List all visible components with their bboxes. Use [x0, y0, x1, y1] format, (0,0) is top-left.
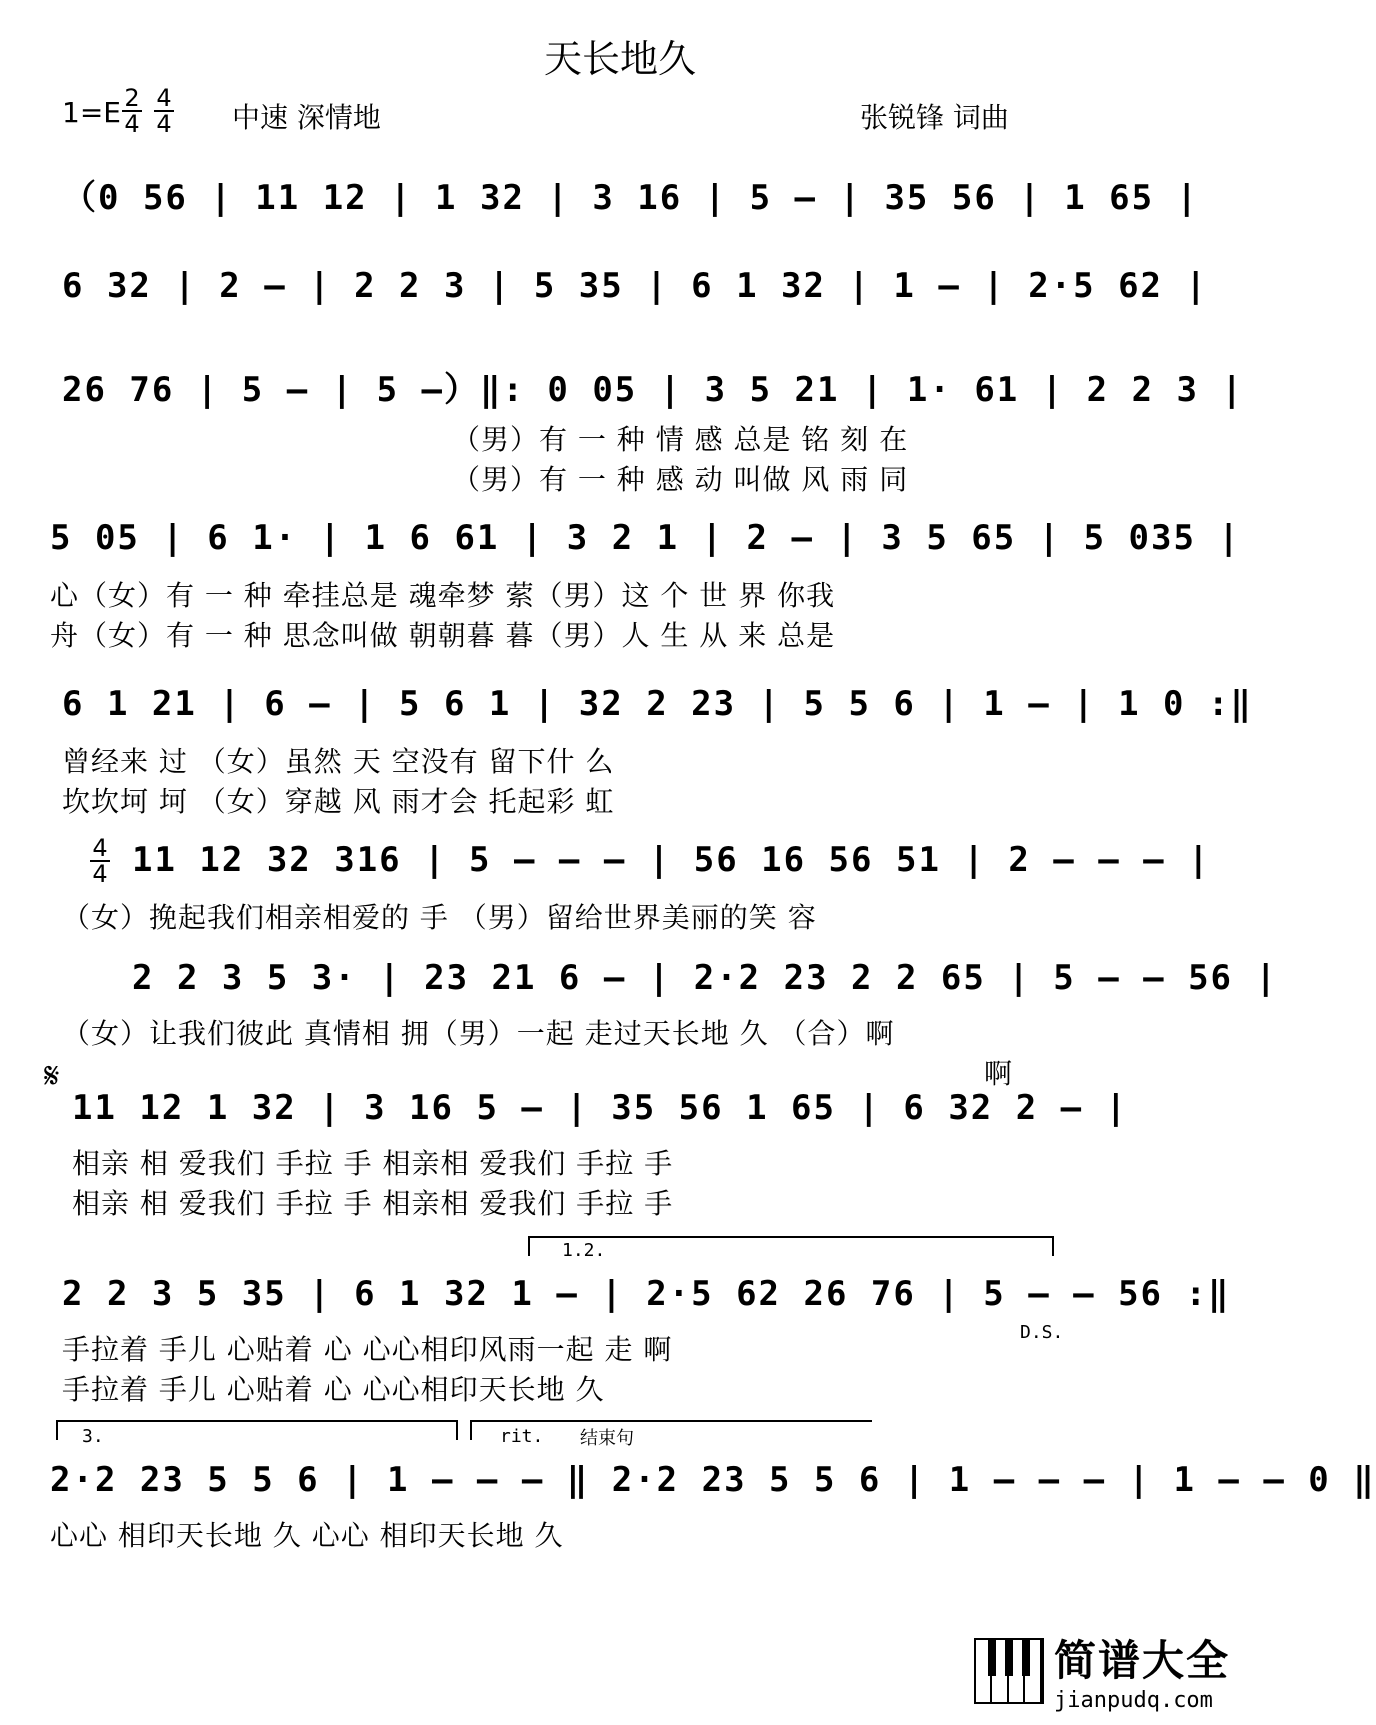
lyrics-row-8-verse-2: 相亲 相 爱我们 手拉 手 相亲相 爱我们 手拉 手: [72, 1187, 674, 1220]
notation-row-7: 2 2 3 5 3· | 23 21 6 – | 2·2 23 2 2 65 | 5 – – 56 |: [132, 958, 1278, 998]
lyrics-row-6: （女）挽起我们相亲相爱的 手 （男）留给世界美丽的笑 容: [62, 901, 817, 934]
notation-row-2: 6 32 | 2 – | 2 2 3 | 5 35 | 6 1 32 | 1 – | 2·5 62 |: [62, 266, 1208, 306]
volta-bracket-3-start: [56, 1420, 58, 1440]
lyrics-row-7-extra: 啊: [984, 1057, 1014, 1090]
tempo-marking: 中速 深情地: [232, 101, 381, 134]
piano-keys-icon: [974, 1638, 1044, 1704]
volta-bracket-3: [56, 1420, 458, 1422]
volta-bracket-1-2-start: [528, 1236, 530, 1256]
notation-row-5: 6 1 21 | 6 – | 5 6 1 | 32 2 23 | 5 5 6 | 1 – | 1 0 :‖: [62, 684, 1253, 724]
lyrics-row-9-verse-2: 手拉着 手儿 心贴着 心 心心相印天长地 久: [62, 1373, 605, 1406]
time-sig-4-4: $\frac{4}{4}$: [154, 86, 174, 136]
volta-bracket-1-2: [528, 1236, 1054, 1238]
volta-label-1-2: 1.2.: [562, 1240, 606, 1261]
notation-row-9: 2 2 3 5 35 | 6 1 32 1 – | 2·5 62 26 76 | 5 – – 56 :‖: [62, 1274, 1231, 1314]
lyrics-row-3-verse-1: （男）有 一 种 情 感 总是 铭 刻 在: [452, 423, 909, 456]
lyrics-row-4-verse-2: 舟（女）有 一 种 思念叫做 朝朝暮 暮（男）人 生 从 来 总是: [50, 619, 836, 652]
notation-row-3: 26 76 | 5 – | 5 –）‖: 0 05 | 3 5 21 | 1· 61 | 2 2 3 |: [62, 370, 1244, 410]
notation-row-4: 5 05 | 6 1· | 1 6 61 | 3 2 1 | 2 – | 3 5 65 | 5 035 |: [50, 518, 1241, 558]
volta-label-3: 3.: [82, 1426, 104, 1447]
segno-icon: 𝄋: [44, 1056, 60, 1097]
lyrics-row-10: 心心 相印天长地 久 心心 相印天长地 久: [50, 1519, 564, 1552]
volta-bracket-3-end: [456, 1420, 458, 1440]
lyrics-row-5-verse-1: 曾经来 过 （女）虽然 天 空没有 留下什 么: [62, 745, 615, 778]
key-signature: 1=E: [62, 96, 121, 129]
notation-row-1: （0 56 | 11 12 | 1 32 | 3 16 | 5 – | 35 56 | 1 65 |: [62, 178, 1200, 218]
time-sig-2-4: $\frac{2}{4}$: [122, 86, 142, 136]
lyrics-row-7: （女）让我们彼此 真情相 拥（男）一起 走过天长地 久 （合）啊: [62, 1017, 895, 1050]
lyrics-row-4-verse-1: 心（女）有 一 种 牵挂总是 魂牵梦 萦（男）这 个 世 界 你我: [50, 579, 836, 612]
rit-marking: rit.: [500, 1426, 544, 1447]
lyrics-row-8-verse-1: 相亲 相 爱我们 手拉 手 相亲相 爱我们 手拉 手: [72, 1147, 674, 1180]
logo-url: jianpudq.com: [1053, 1688, 1213, 1713]
ending-label: 结束句: [580, 1428, 634, 1449]
ds-marking: D.S.: [1020, 1322, 1064, 1343]
volta-bracket-1-2-end: [1052, 1236, 1054, 1256]
ending-bracket: [470, 1420, 872, 1422]
page-title: 天长地久: [543, 37, 696, 81]
lyrics-row-9-verse-1: 手拉着 手儿 心贴着 心 心心相印风雨一起 走 啊: [62, 1333, 673, 1366]
lyrics-row-3-verse-2: （男）有 一 种 感 动 叫做 风 雨 同: [452, 463, 909, 496]
notation-row-10: 2·2 23 5 5 6 | 1 – – – ‖ 2·2 23 5 5 6 | 1 – – – | 1 – – 0 ‖: [50, 1460, 1376, 1500]
site-logo: [974, 1628, 1230, 1713]
lyrics-row-5-verse-2: 坎坎坷 坷 （女）穿越 风 雨才会 托起彩 虹: [62, 785, 615, 818]
notation-row-8: 11 12 1 32 | 3 16 5 – | 35 56 1 65 | 6 32 2 – |: [72, 1088, 1129, 1128]
time-change-4-4: $\frac{4}{4}$: [90, 836, 110, 886]
notation-row-6: 11 12 32 316 | 5 – – – | 56 16 56 51 | 2 – – – |: [132, 840, 1211, 880]
ending-bracket-start: [470, 1420, 472, 1440]
credit: 张锐锋 词曲: [860, 101, 1009, 134]
logo-brand-text: 简谱大全: [1053, 1636, 1230, 1685]
